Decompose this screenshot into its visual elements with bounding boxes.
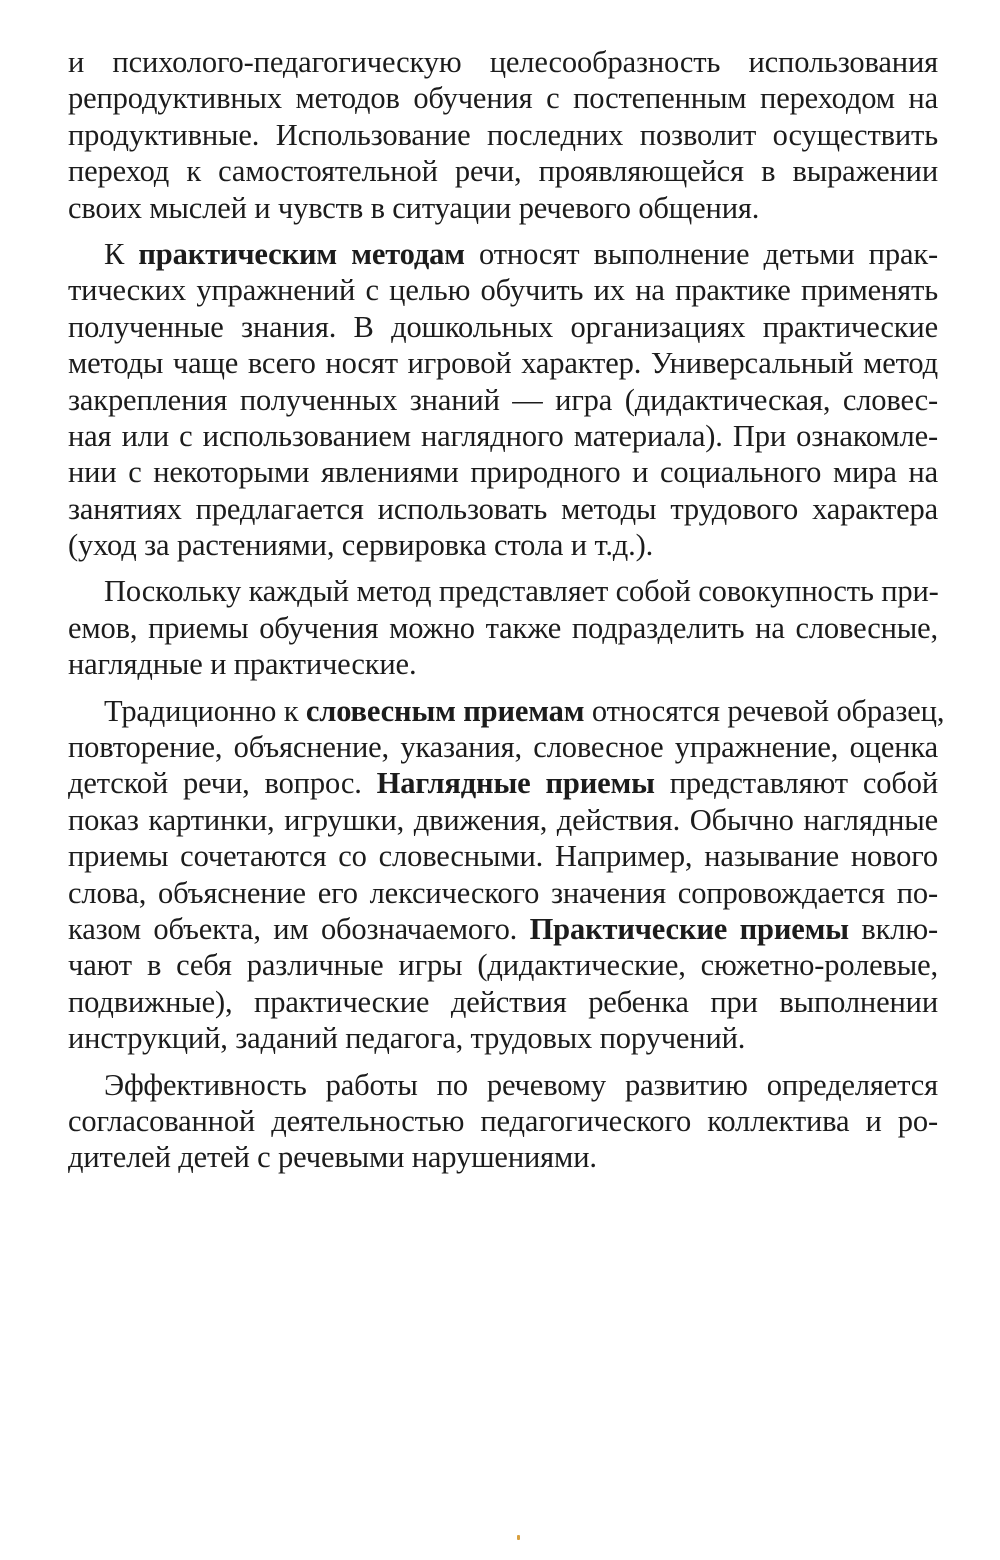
text-run: К bbox=[104, 236, 139, 271]
text-run: продуктивные. Использование последних позволит осуществить bbox=[68, 117, 938, 152]
paragraph-gap bbox=[68, 226, 938, 236]
text-line bbox=[68, 984, 938, 1020]
text-line bbox=[68, 527, 938, 563]
text-run: Традиционно к bbox=[104, 693, 306, 728]
text-run: Поскольку каждый метод представляет собой совокупность при- bbox=[104, 574, 939, 609]
text-line bbox=[68, 646, 938, 682]
text-run: нии с некоторыми явлениями природного и социального мира на bbox=[68, 455, 938, 490]
text-run: Эффективность работы по речевому развитию определяется bbox=[104, 1067, 938, 1102]
text-line bbox=[68, 1139, 938, 1175]
text-run: относятся речевой образец, bbox=[584, 693, 945, 728]
text-line bbox=[68, 418, 938, 454]
bold-term: Практические приемы bbox=[529, 911, 849, 946]
text-line bbox=[68, 1020, 938, 1056]
text-line bbox=[68, 802, 938, 838]
text-run: наглядные и практические. bbox=[68, 647, 417, 682]
text-line bbox=[68, 454, 938, 490]
text-run: тических упражнений с целью обучить их на практике применять bbox=[68, 273, 938, 308]
text-line bbox=[68, 1103, 938, 1139]
text-line bbox=[68, 491, 938, 527]
paragraph bbox=[68, 236, 938, 564]
text-line bbox=[68, 80, 938, 116]
text-line bbox=[68, 236, 938, 272]
text-line bbox=[68, 117, 938, 153]
text-line bbox=[68, 911, 938, 947]
paragraph bbox=[68, 1067, 938, 1176]
text-run: (уход за растениями, сервировка стола и т.д.). bbox=[68, 528, 654, 563]
bold-term: практическим методам bbox=[138, 236, 465, 271]
paragraph-gap bbox=[68, 563, 938, 573]
text-run: своих мыслей и чувств в ситуации речевого общения. bbox=[68, 190, 760, 225]
text-run: емов, приемы обучения можно также подразделить на словесные, bbox=[68, 610, 938, 645]
text-line bbox=[68, 345, 938, 381]
paragraph-gap bbox=[68, 1057, 938, 1067]
text-run: репродуктивных методов обучения с постепенным переходом на bbox=[68, 81, 938, 116]
text-line bbox=[68, 190, 938, 226]
body-text bbox=[68, 44, 945, 1176]
text-run: представляют собой bbox=[654, 766, 938, 801]
text-line bbox=[68, 838, 938, 874]
text-run: дителей детей с речевыми нарушениями. bbox=[68, 1140, 597, 1175]
text-line bbox=[68, 153, 938, 189]
text-line bbox=[68, 765, 938, 801]
text-line bbox=[68, 1067, 938, 1103]
text-line bbox=[68, 309, 938, 345]
text-run: согласованной деятельностью педагогического коллектива и ро- bbox=[68, 1103, 938, 1138]
text-line bbox=[68, 875, 938, 911]
text-run: детской речи, вопрос. bbox=[68, 766, 377, 801]
bold-term: словесным приемам bbox=[305, 693, 585, 728]
text-run: инструкций, заданий педагога, трудовых поручений. bbox=[68, 1021, 746, 1056]
text-run: чают в себя различные игры (дидактические, сюжетно-ролевые, bbox=[68, 948, 938, 983]
text-run: относят выполнение детьми прак- bbox=[464, 236, 939, 271]
text-run: казом объекта, им обозначаемого. bbox=[68, 911, 530, 946]
paragraph-gap bbox=[68, 683, 938, 693]
text-run: и психолого-педагогическую целесообразность использования bbox=[68, 45, 938, 79]
text-run: приемы сочетаются со словесными. Например, называние нового bbox=[68, 839, 938, 874]
text-line bbox=[68, 272, 938, 308]
text-run: ная или с использованием наглядного материала). При ознакомле- bbox=[68, 418, 938, 453]
text-line bbox=[68, 573, 938, 609]
text-line bbox=[68, 693, 945, 729]
bold-term: Наглядные приемы bbox=[376, 766, 655, 801]
text-run: переход к самостоятельной речи, проявляющейся в выражении bbox=[68, 154, 938, 189]
text-run: полученные знания. В дошкольных организациях практические bbox=[68, 309, 938, 344]
text-line bbox=[68, 947, 938, 983]
paragraph bbox=[68, 44, 938, 226]
text-line bbox=[68, 382, 938, 418]
text-run: методы чаще всего носят игровой характер. Универсальный метод bbox=[68, 346, 938, 381]
paragraph bbox=[68, 573, 938, 682]
text-run: подвижные), практические действия ребенка при выполнении bbox=[68, 984, 938, 1019]
text-run: закрепления полученных знаний — игра (дидактическая, словес- bbox=[68, 382, 938, 417]
text-line bbox=[68, 729, 938, 765]
text-run: слова, объяснение его лексического значения сопровождается по- bbox=[68, 875, 938, 910]
text-run: вклю- bbox=[848, 911, 938, 946]
text-run: показ картинки, игрушки, движения, действия. Обычно наглядные bbox=[68, 802, 938, 837]
text-line bbox=[68, 44, 938, 80]
text-line bbox=[68, 610, 938, 646]
text-run: повторение, объяснение, указания, словесное упражнение, оценка bbox=[68, 730, 938, 765]
text-run: занятиях предлагается использовать методы трудового характера bbox=[68, 491, 938, 526]
scan-speck bbox=[517, 1535, 520, 1540]
paragraph bbox=[68, 693, 945, 1057]
